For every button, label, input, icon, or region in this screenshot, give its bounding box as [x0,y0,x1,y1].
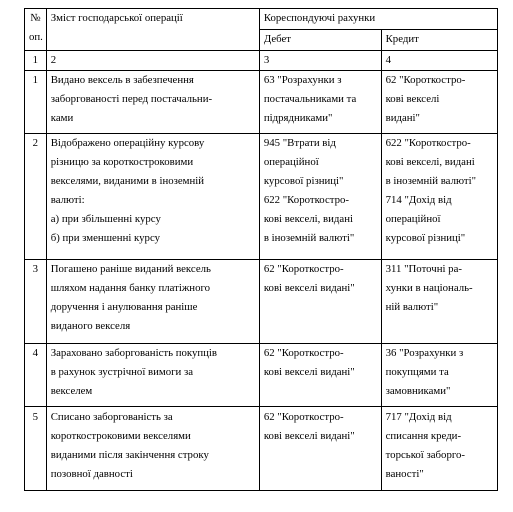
row-debit: 62 "Короткостро- кові векселі видані" [259,260,381,344]
table-row [25,71,498,134]
row-credit: 717 "Дохід від списання креди- торської заборго- ваності" [381,407,497,491]
row-num: 3 [25,260,47,344]
row-debit: 62 "Короткостро- кові векселі видані" [259,344,381,407]
column-number-row [25,51,498,71]
row-num: 4 [25,344,47,407]
header-content: Зміст господарської операції [46,9,259,51]
row-content: Зараховано заборгованість покупців в рахунок зустрічної вимоги за векселем [46,344,259,407]
row-content: Списано заборгованість за короткостроковими векселями виданими після закінчення строку позовної давності [46,407,259,491]
row-content: Погашено раніше виданий вексель шляхом надання банку платіжного доручення і анулювання раніше виданого векселя [46,260,259,344]
row-num: 2 [25,134,47,260]
col-number-1: 1 [25,51,47,71]
row-content: Видано вексель в забезпечення заборгованості перед постачальни- ками [46,71,259,134]
table-row [25,344,498,407]
row-credit: 36 "Розрахунки з покупцями та замовниками" [381,344,497,407]
row-debit: 945 "Втрати від операційної курсової різниці" 622 "Короткостро- кові векселі, видані в іноземній валюті" [259,134,381,260]
row-num: 5 [25,407,47,491]
row-num: 1 [25,71,47,134]
row-credit: 622 "Короткостро- кові векселі, видані в іноземній валюті" 714 "Дохід від операційної курсової різниці" [381,134,497,260]
header-accounts: Кореспондуючі рахунки [259,9,497,30]
row-credit: 311 "Поточні ра- хунки в національ- ній валюті" [381,260,497,344]
accounting-entries-table [24,8,498,491]
table-row [25,134,498,260]
header-row [25,9,498,30]
header-credit: Кредит [381,30,497,51]
col-number-2: 2 [46,51,259,71]
row-content: Відображено операційну курсову різницю за короткостроковими векселями, виданими в іноземній валюті: а) при збільшенні курсу б) при зменшенні курсу [46,134,259,260]
col-number-3: 3 [259,51,381,71]
header-num: № оп. [25,9,47,51]
row-debit: 62 "Короткостро- кові векселі видані" [259,407,381,491]
col-number-4: 4 [381,51,497,71]
table-row [25,407,498,491]
table-row [25,260,498,344]
header-debit: Дебет [259,30,381,51]
row-debit: 63 "Розрахунки з постачальниками та підрядниками" [259,71,381,134]
row-credit: 62 "Короткостро- кові векселі видані" [381,71,497,134]
